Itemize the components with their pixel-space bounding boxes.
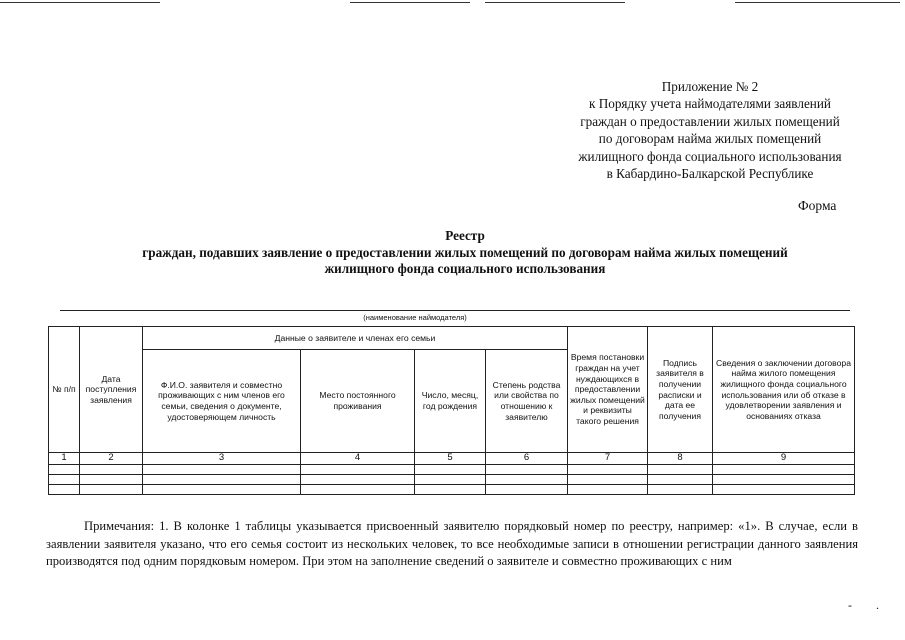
column-number: 4 — [301, 453, 415, 465]
appendix-line: жилищного фонда социального использования — [578, 148, 842, 164]
title-line: жилищного фонда социального использования — [324, 261, 606, 276]
empty-row — [49, 464, 855, 474]
empty-cell — [415, 474, 486, 484]
column-number: 8 — [648, 453, 713, 465]
column-number: 3 — [143, 453, 301, 465]
empty-cell — [648, 474, 713, 484]
header-applicant-group: Данные о заявителе и членах его семьи — [143, 327, 568, 350]
notes-paragraph: Примечания: 1. В колонке 1 таблицы указывается присвоенный заявителю порядковый номер по реестру, например: «1». В случае, если в заявлении заявителя указано, что его семья состоит из нескольких человек, то все необходимые записи в отношении регистрации данного заявления производятся под одним порядковым номером. При этом на заполнение сведений о заявителе и совместно проживающих с ним — [46, 519, 858, 568]
column-number-row — [49, 453, 855, 465]
appendix-line: к Порядку учета наймодателями заявлений — [589, 96, 831, 112]
document-title — [40, 228, 890, 278]
header-signature: Подпись заявителя в получении расписки и дата ее получения — [648, 327, 713, 453]
form-label: Форма — [798, 198, 837, 213]
title-line: граждан, подавших заявление о предоставлении жилых помещений по договорам найма жилых помещений — [142, 244, 788, 260]
empty-cell — [301, 464, 415, 474]
scan-top-line — [485, 2, 625, 3]
empty-cell — [415, 464, 486, 474]
empty-cell — [713, 474, 855, 484]
empty-cell — [568, 474, 648, 484]
empty-cell — [80, 464, 143, 474]
empty-cell — [143, 474, 301, 484]
empty-cell — [80, 474, 143, 484]
empty-cell — [713, 464, 855, 474]
empty-cell — [713, 484, 855, 494]
column-number: 2 — [80, 453, 143, 465]
scan-top-line — [735, 2, 900, 3]
appendix-line: граждан о предоставлении жилых помещений — [580, 113, 840, 129]
appendix-header — [520, 78, 900, 182]
column-number: 7 — [568, 453, 648, 465]
column-number: 6 — [486, 453, 568, 465]
header-date: Дата поступления заявления — [80, 327, 143, 453]
empty-cell — [486, 464, 568, 474]
appendix-line: Приложение № 2 — [661, 79, 759, 94]
column-number: 9 — [713, 453, 855, 465]
empty-cell — [568, 484, 648, 494]
header-num: № п/п — [49, 327, 80, 453]
empty-cell — [568, 464, 648, 474]
column-number: 5 — [415, 453, 486, 465]
header-time: Время постановки граждан на учет нуждающихся в предоставлении жилых помещений и реквизиты такого решения — [568, 327, 648, 453]
title-line: Реестр — [445, 228, 485, 243]
appendix-line: в Кабардино-Балкарской Республике — [606, 166, 814, 182]
empty-cell — [648, 464, 713, 474]
page-mark: . — [876, 598, 879, 612]
scan-top-line — [350, 2, 470, 3]
empty-cell — [49, 464, 80, 474]
header-contract: Сведения о заключении договора найма жилого помещения жилищного фонда социального использования или об отказе в удовлетворении заявления и основаниях отказа — [713, 327, 855, 453]
empty-cell — [486, 474, 568, 484]
empty-row — [49, 474, 855, 484]
header-row — [49, 327, 855, 350]
registry-table — [48, 326, 855, 495]
notes-section — [46, 518, 858, 571]
empty-cell — [301, 474, 415, 484]
column-number: 1 — [49, 453, 80, 465]
header-residence: Место постоянного проживания — [301, 350, 415, 453]
scan-top-line — [0, 2, 160, 3]
empty-cell — [80, 484, 143, 494]
empty-row — [49, 484, 855, 494]
header-birth: Число, месяц, год рождения — [415, 350, 486, 453]
landlord-underline — [60, 310, 850, 311]
page-mark: - — [848, 598, 852, 612]
header-relation: Степень родства или свойства по отношению к заявителю — [486, 350, 568, 453]
empty-cell — [648, 484, 713, 494]
empty-cell — [301, 484, 415, 494]
empty-cell — [143, 484, 301, 494]
appendix-line: по договорам найма жилых помещений — [598, 131, 822, 147]
empty-cell — [49, 474, 80, 484]
empty-cell — [143, 464, 301, 474]
landlord-caption: (наименование наймодателя) — [363, 313, 467, 322]
header-fio: Ф.И.О. заявителя и совместно проживающих с ним членов его семьи, сведения о документе, удостоверяющем личность — [143, 350, 301, 453]
empty-cell — [49, 484, 80, 494]
empty-cell — [415, 484, 486, 494]
empty-cell — [486, 484, 568, 494]
